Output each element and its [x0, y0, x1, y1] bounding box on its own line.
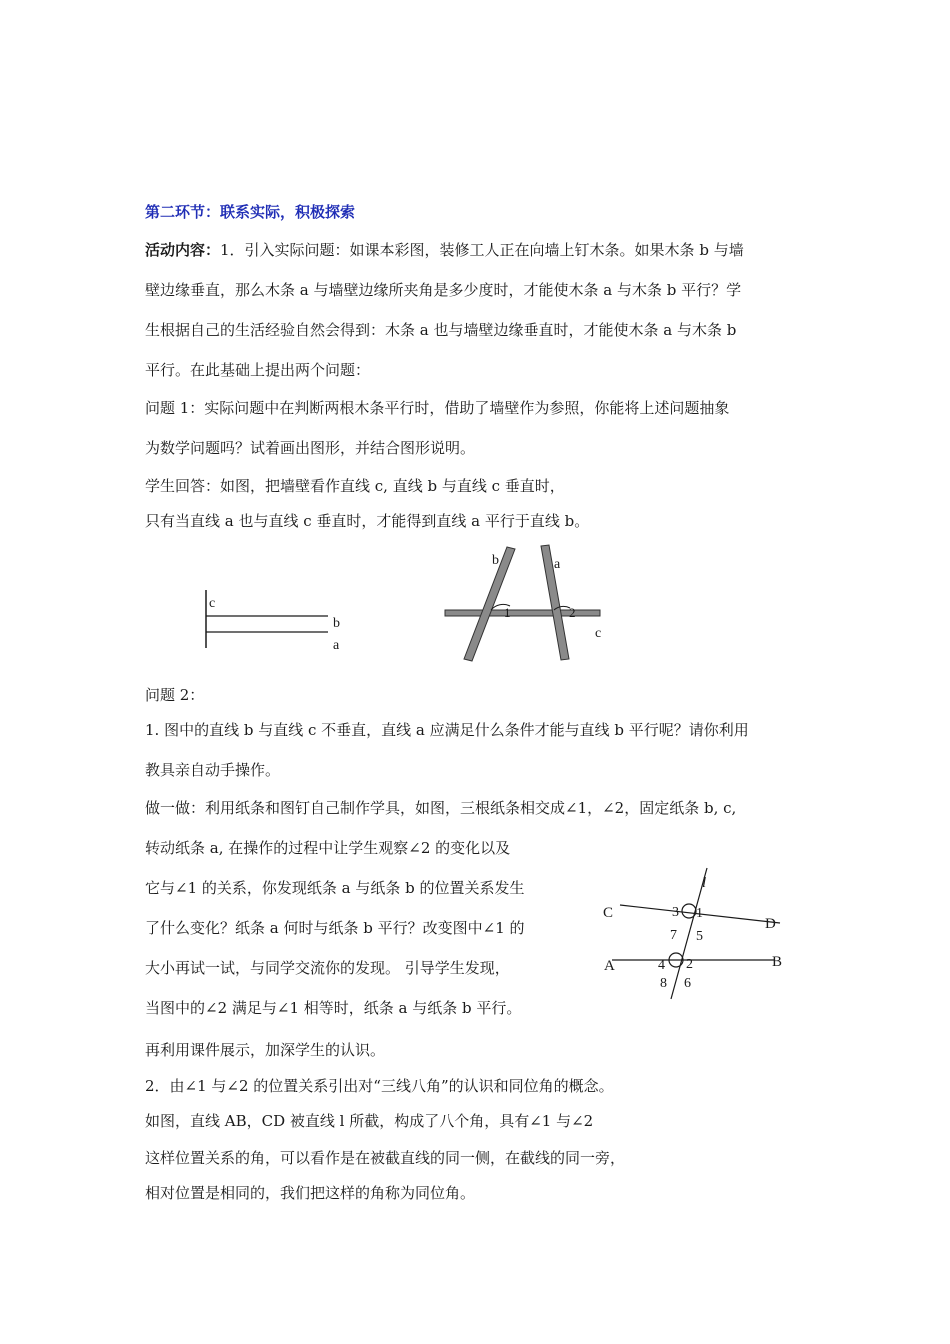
q2-line-1: 1. 图中的直线 b 与直线 c 不垂直，直线 a 应满足什么条件才能与直线 b 平行呢？请你利用: [145, 721, 749, 739]
q2-line-2: 教具亲自动手操作。: [145, 761, 281, 779]
q2-line-3: 做一做：利用纸条和图钉自己制作学具，如图，三根纸条相交成∠1，∠2，固定纸条 b, c,: [145, 799, 737, 817]
fig3-label-A: A: [604, 958, 615, 974]
q2-line-11: 如图，直线 AB，CD 被直线 l 所截，构成了八个角，具有∠1 与∠2: [145, 1112, 594, 1130]
figure-perpendicular: [190, 585, 360, 655]
q2-line-10: 2．由∠1 与∠2 的位置关系引出对“三线八角”的认识和同位角的概念。: [145, 1077, 614, 1095]
fig2-label-c: c: [595, 626, 602, 641]
q1-line-1: 问题 1：实际问题中在判断两根木条平行时，借助了墙壁作为参照，你能将上述问题抽象: [145, 399, 730, 417]
activity-line-4: 平行。在此基础上提出两个问题：: [145, 361, 371, 379]
q2-line-4: 转动纸条 a, 在操作的过程中让学生观察∠2 的变化以及: [145, 839, 511, 857]
q2-line-8: 当图中的∠2 满足与∠1 相等时，纸条 a 与纸条 b 平行。: [145, 999, 522, 1017]
fig3-label-B: B: [772, 954, 783, 970]
figure-wood-strips: [440, 540, 620, 670]
q2-line-13: 相对位置是相同的，我们把这样的角称为同位角。: [145, 1184, 476, 1202]
fig1-label-a: a: [333, 638, 340, 653]
fig2-angle-1: 1: [504, 605, 511, 620]
q2-title: 问题 2：: [145, 686, 205, 704]
q2-line-6: 了什么变化？纸条 a 何时与纸条 b 平行？改变图中∠1 的: [145, 919, 525, 937]
fig3-angle-7: 7: [670, 928, 677, 943]
fig3-angle-2: 2: [686, 957, 693, 972]
fig2-angle-2: 2: [569, 605, 576, 620]
activity-line-2: 壁边缘垂直，那么木条 a 与墙壁边缘所夹角是多少度时，才能使木条 a 与木条 b 平行？学: [145, 281, 742, 299]
fig1-label-b: b: [333, 616, 340, 631]
fig3-label-l: l: [702, 875, 707, 891]
q1-line-3: 学生回答：如图，把墙壁看作直线 c, 直线 b 与直线 c 垂直时，: [145, 477, 565, 495]
q2-line-5: 它与∠1 的关系，你发现纸条 a 与纸条 b 的位置关系发生: [145, 879, 525, 897]
q1-line-2: 为数学问题吗？试着画出图形，并结合图形说明。: [145, 439, 476, 457]
fig3-label-C: C: [603, 905, 614, 921]
q1-line-4: 只有当直线 a 也与直线 c 垂直时，才能得到直线 a 平行于直线 b。: [145, 512, 590, 530]
fig3-angle-6: 6: [684, 976, 691, 991]
figure-three-lines-eight-angles: [600, 868, 800, 1008]
activity-line-3: 生根据自己的生活经验自然会得到：木条 a 也与墙壁边缘垂直时，才能使木条 a 与木条 b: [145, 321, 737, 339]
section-title: 第二环节：联系实际，积极探索: [145, 203, 356, 221]
fig1-label-c: c: [209, 596, 216, 611]
fig3-angle-4: 4: [658, 958, 665, 973]
fig3-angle-3: 3: [672, 905, 679, 920]
fig2-label-b: b: [492, 553, 499, 568]
q2-line-7: 大小再试一试，与同学交流你的发现。 引导学生发现，: [145, 959, 510, 977]
fig3-angle-1: 1: [696, 906, 703, 921]
fig3-angle-5: 5: [696, 929, 703, 944]
activity-line-1: 活动内容：1．引入实际问题：如课本彩图，装修工人正在向墙上钉木条。如果木条 b 与墙: [145, 241, 744, 259]
q2-line-9: 再利用课件展示，加深学生的认识。: [145, 1041, 386, 1059]
activity-label: 活动内容：: [145, 241, 221, 259]
fig3-angle-8: 8: [660, 976, 667, 991]
q2-line-12: 这样位置关系的角，可以看作是在被截直线的同一侧，在截线的同一旁，: [145, 1149, 626, 1167]
fig3-label-D: D: [765, 916, 776, 932]
fig2-label-a: a: [554, 557, 561, 572]
